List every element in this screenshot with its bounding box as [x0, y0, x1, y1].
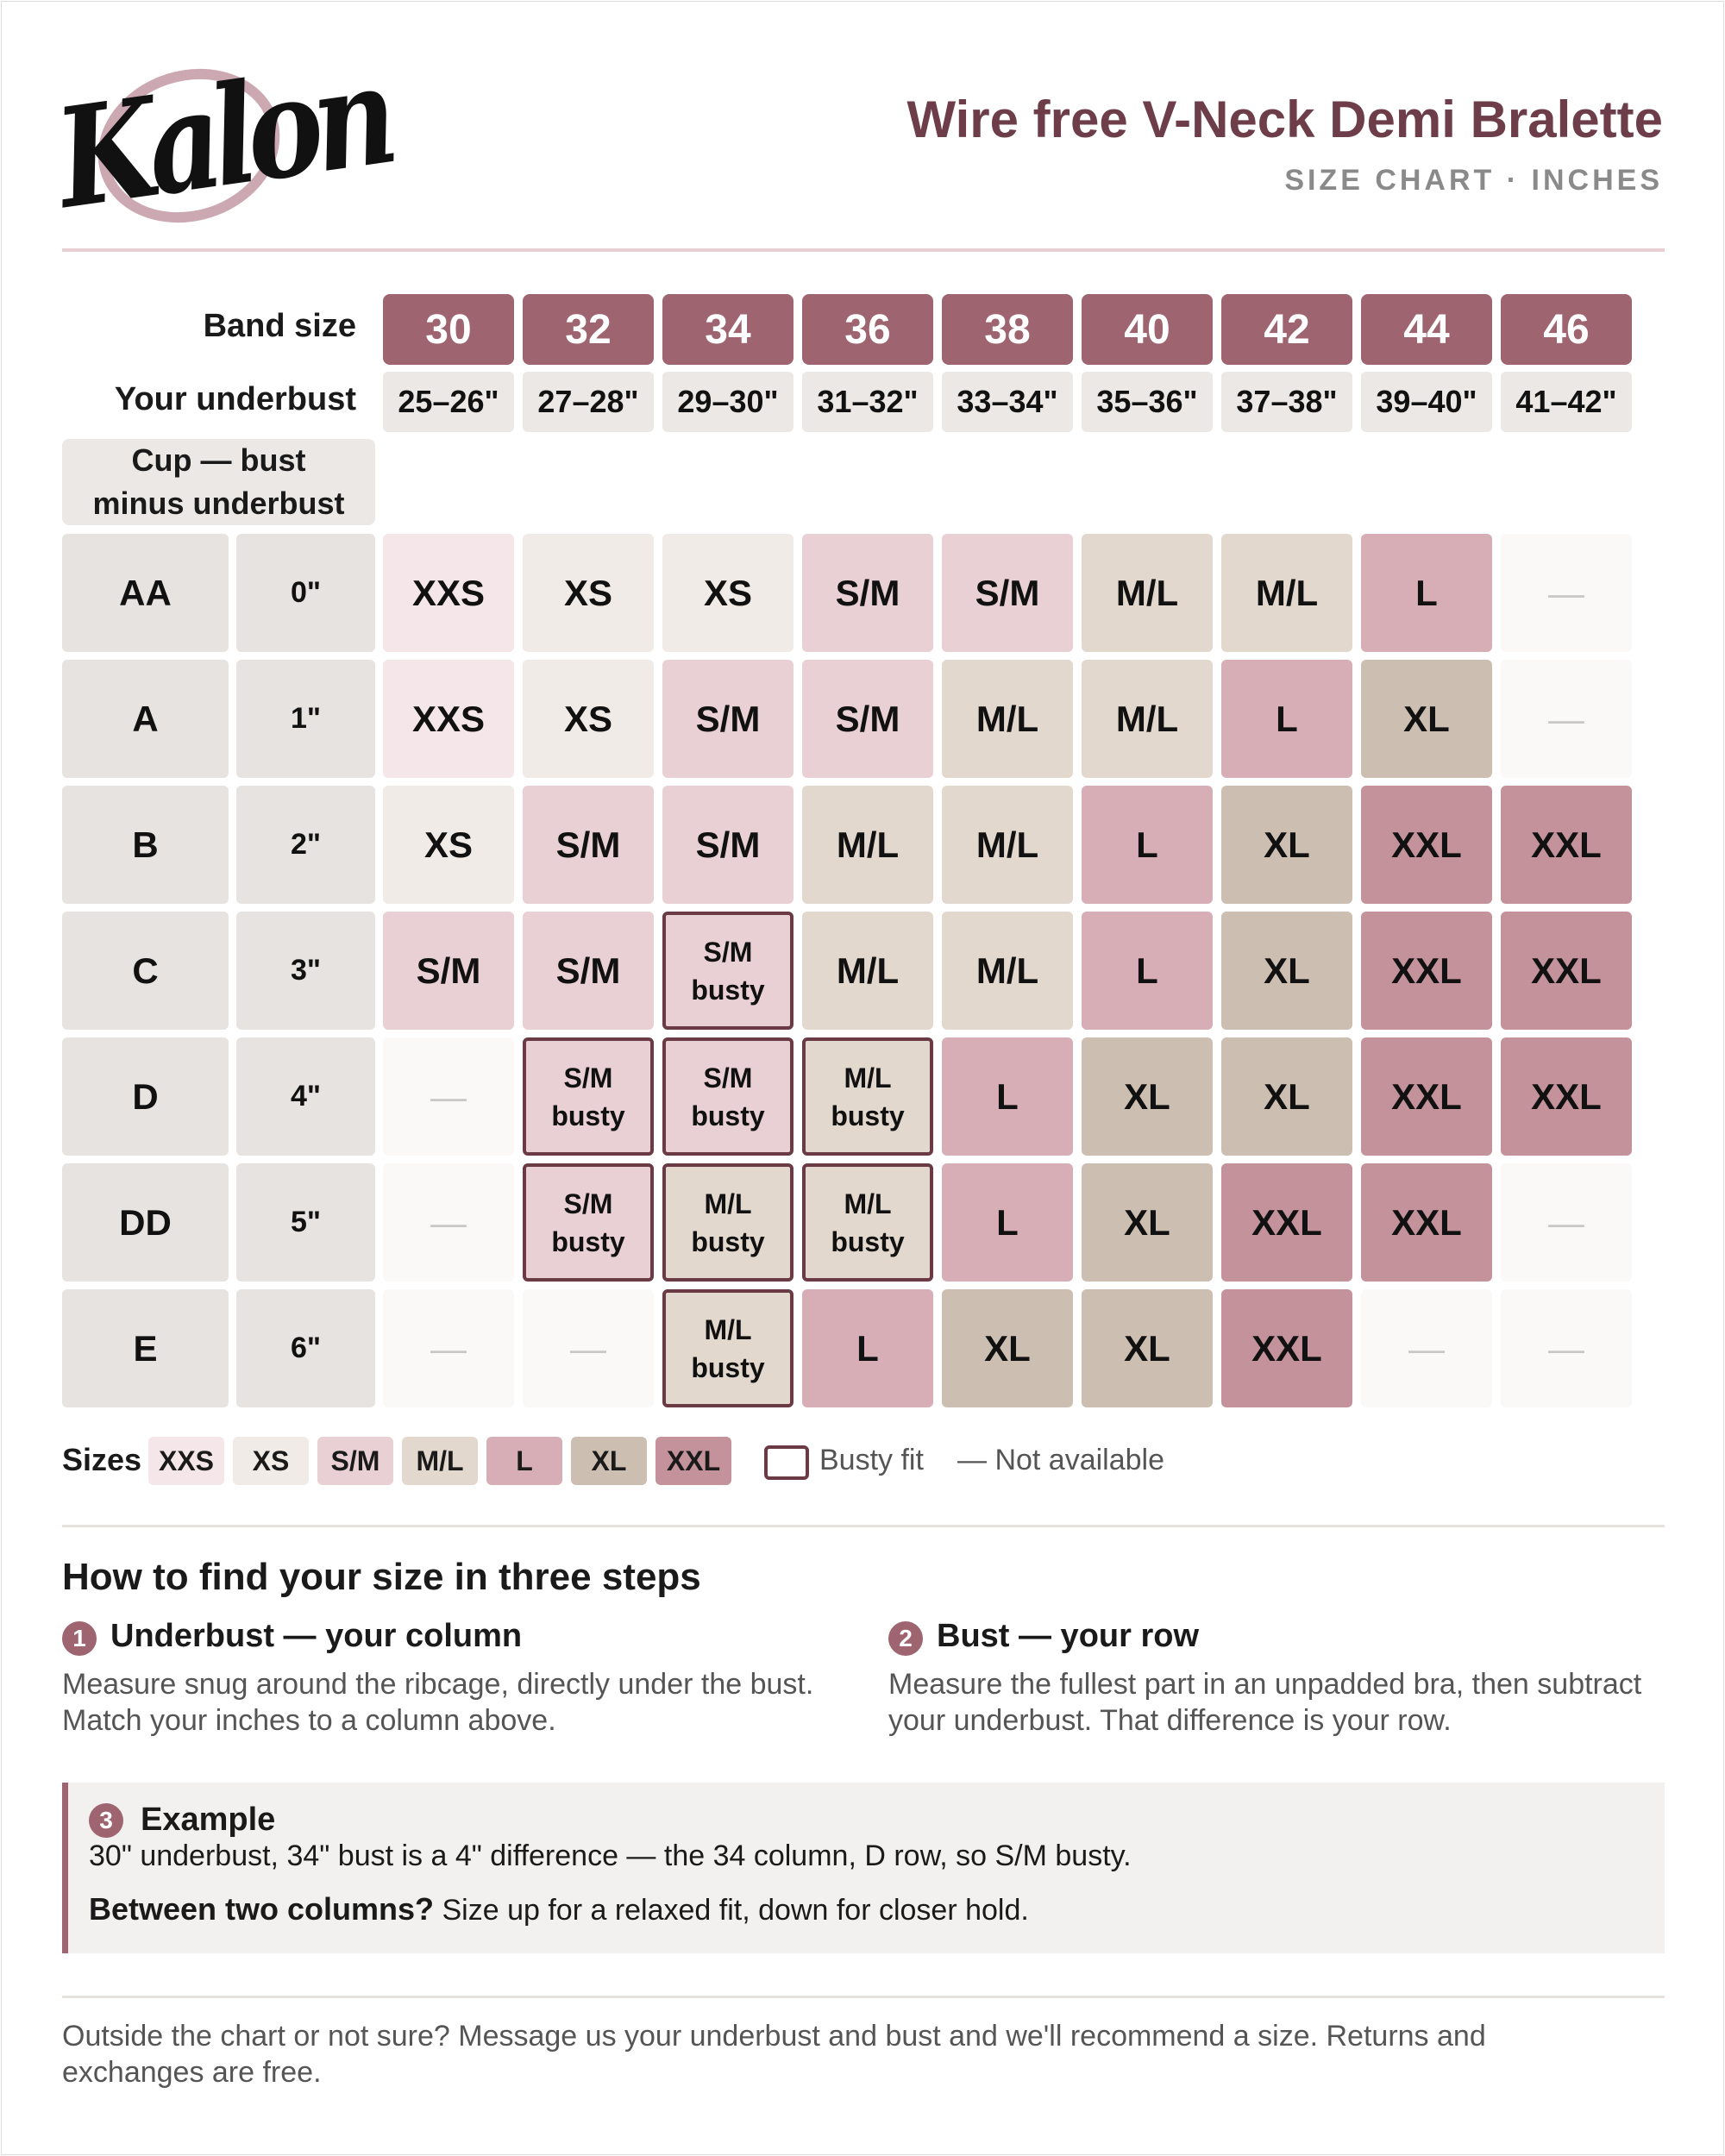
size-cell: XXL — [1361, 1163, 1492, 1282]
size-cell: XXL — [1221, 1163, 1352, 1282]
size-cell-busty — [662, 912, 794, 1030]
size-cell: M/L — [942, 660, 1073, 778]
band-size-36: 36 — [802, 294, 933, 365]
size-cell: XXL — [1221, 1289, 1352, 1407]
cup-label: B — [62, 786, 229, 904]
size-cell: L — [1221, 660, 1352, 778]
size-cell: M/L — [942, 786, 1073, 904]
cup-header-line2: minus underbust — [92, 486, 345, 521]
size-cell: L — [942, 1037, 1073, 1156]
busty-text: busty — [691, 1225, 765, 1257]
size-text: M/L — [704, 1188, 752, 1219]
size-cell: S/M — [383, 912, 514, 1030]
step-1-title: Underbust — your column — [110, 1618, 523, 1654]
size-text: S/M — [563, 1188, 613, 1219]
underbust-range-38: 33–34" — [942, 372, 1073, 432]
size-cell-unavailable: — — [383, 1037, 514, 1156]
step-3-badge: 3 — [89, 1803, 123, 1838]
underbust-range-30: 25–26" — [383, 372, 514, 432]
size-cell: XS — [523, 534, 654, 652]
size-cell: XXS — [383, 660, 514, 778]
busty-fit-swatch — [764, 1445, 809, 1480]
size-cell: XXL — [1501, 1037, 1632, 1156]
legend-chip: M/L — [402, 1437, 478, 1485]
section-divider — [62, 1525, 1665, 1527]
size-cell-unavailable: — — [383, 1163, 514, 1282]
size-cell: S/M — [523, 912, 654, 1030]
underbust-label: Your underbust — [114, 381, 356, 417]
size-cell-unavailable: — — [1361, 1289, 1492, 1407]
not-available-label: — Not available — [957, 1444, 1165, 1476]
size-cell: XL — [942, 1289, 1073, 1407]
size-text: S/M — [703, 1062, 753, 1094]
legend-chip: S/M — [317, 1437, 393, 1485]
size-cell-busty — [523, 1163, 654, 1282]
header-divider — [62, 248, 1665, 252]
page-subtitle: SIZE CHART · INCHES — [1284, 164, 1663, 197]
band-size-46: 46 — [1501, 294, 1632, 365]
size-cell-busty — [523, 1037, 654, 1156]
size-cell-busty — [802, 1037, 933, 1156]
page-title: Wire free V-Neck Demi Bralette — [906, 91, 1663, 148]
size-cell: M/L — [1082, 660, 1213, 778]
busty-text: busty — [551, 1225, 625, 1257]
busty-text: busty — [691, 1351, 765, 1383]
example-box — [62, 1783, 1665, 1953]
step-1-badge: 1 — [62, 1621, 97, 1656]
size-cell-unavailable: — — [1501, 534, 1632, 652]
size-cell-busty — [662, 1163, 794, 1282]
cup-label: E — [62, 1289, 229, 1407]
cup-label: DD — [62, 1163, 229, 1282]
example-text: 30" underbust, 34" bust is a 4" difference — the 34 column, D row, so S/M busty. — [89, 1839, 1132, 1872]
size-cell-unavailable: — — [1501, 660, 1632, 778]
busty-fit-label: Busty fit — [819, 1444, 924, 1476]
size-cell: XS — [383, 786, 514, 904]
band-size-label: Band size — [203, 308, 356, 344]
size-cell-unavailable: — — [523, 1289, 654, 1407]
size-text: S/M — [563, 1062, 613, 1094]
size-cell: XS — [662, 534, 794, 652]
footer-divider — [62, 1996, 1665, 1998]
fit-tip — [89, 1891, 1029, 1927]
size-cell: XL — [1221, 1037, 1352, 1156]
size-cell-busty — [662, 1037, 794, 1156]
step-1-text: Measure snug around the ribcage, directly under the bust. Match your inches to a column above. — [62, 1668, 814, 1737]
cup-difference: 0" — [236, 534, 375, 652]
size-text: S/M — [703, 936, 753, 968]
size-cell: XXL — [1361, 912, 1492, 1030]
fit-tip-text: Size up for a relaxed fit, down for closer hold. — [434, 1894, 1029, 1927]
band-size-42: 42 — [1221, 294, 1352, 365]
underbust-range-46: 41–42" — [1501, 372, 1632, 432]
brand-logo — [47, 34, 398, 241]
size-cell: S/M — [662, 660, 794, 778]
size-cell: XL — [1082, 1289, 1213, 1407]
band-size-40: 40 — [1082, 294, 1213, 365]
size-cell: XL — [1361, 660, 1492, 778]
size-cell: XXL — [1501, 912, 1632, 1030]
step-2-text: Measure the fullest part in an unpadded bra, then subtract your underbust. That difference is your row. — [888, 1668, 1642, 1737]
busty-text: busty — [831, 1225, 905, 1257]
size-cell: XL — [1082, 1163, 1213, 1282]
size-cell: S/M — [662, 786, 794, 904]
busty-text: busty — [691, 1100, 765, 1131]
size-cell-busty — [662, 1289, 794, 1407]
cup-label: A — [62, 660, 229, 778]
cup-difference: 2" — [236, 786, 375, 904]
size-cell: XL — [1221, 912, 1352, 1030]
size-cell: L — [1082, 786, 1213, 904]
size-cell: XXL — [1361, 1037, 1492, 1156]
size-cell: S/M — [802, 660, 933, 778]
size-cell: S/M — [523, 786, 654, 904]
size-cell: M/L — [802, 786, 933, 904]
size-text: M/L — [844, 1188, 892, 1219]
legend-chip: L — [486, 1437, 562, 1485]
size-cell: M/L — [1082, 534, 1213, 652]
size-text: M/L — [704, 1313, 752, 1345]
busty-text: busty — [551, 1100, 625, 1131]
cup-difference: 1" — [236, 660, 375, 778]
band-size-44: 44 — [1361, 294, 1492, 365]
size-cell: L — [802, 1289, 933, 1407]
size-cell: XL — [1082, 1037, 1213, 1156]
footer-note: Outside the chart or not sure? Message us your underbust and bust and we'll recommend a size. Returns and exchanges are free. — [62, 2020, 1486, 2089]
steps-title: How to find your size in three steps — [62, 1556, 701, 1598]
cup-label: C — [62, 912, 229, 1030]
size-cell: XS — [523, 660, 654, 778]
size-text: M/L — [844, 1062, 892, 1094]
legend-label: Sizes — [62, 1442, 142, 1477]
legend-chip: XL — [571, 1437, 647, 1485]
size-cell: M/L — [802, 912, 933, 1030]
legend-chip: XS — [233, 1437, 309, 1485]
size-cell-unavailable: — — [383, 1289, 514, 1407]
cup-difference: 4" — [236, 1037, 375, 1156]
size-cell: XXL — [1361, 786, 1492, 904]
size-cell: XL — [1221, 786, 1352, 904]
band-size-38: 38 — [942, 294, 1073, 365]
logo-text: Kalon — [47, 34, 398, 241]
size-cell: M/L — [942, 912, 1073, 1030]
size-cell: S/M — [942, 534, 1073, 652]
cup-difference: 5" — [236, 1163, 375, 1282]
size-cell-unavailable: — — [1501, 1289, 1632, 1407]
band-size-34: 34 — [662, 294, 794, 365]
underbust-range-44: 39–40" — [1361, 372, 1492, 432]
band-size-32: 32 — [523, 294, 654, 365]
size-cell: XXL — [1501, 786, 1632, 904]
busty-text: busty — [831, 1100, 905, 1131]
size-cell: L — [1361, 534, 1492, 652]
step-2-title: Bust — your row — [937, 1618, 1200, 1654]
step-2-badge: 2 — [888, 1621, 923, 1656]
underbust-range-32: 27–28" — [523, 372, 654, 432]
size-cell: L — [1082, 912, 1213, 1030]
underbust-range-42: 37–38" — [1221, 372, 1352, 432]
cup-difference: 3" — [236, 912, 375, 1030]
legend-chip: XXS — [148, 1437, 224, 1485]
busty-text: busty — [691, 974, 765, 1006]
example-title: Example — [141, 1802, 276, 1838]
size-cell: XXS — [383, 534, 514, 652]
cup-label: D — [62, 1037, 229, 1156]
size-cell: S/M — [802, 534, 933, 652]
cup-difference: 6" — [236, 1289, 375, 1407]
fit-tip-bold: Between two columns? — [89, 1891, 435, 1927]
band-size-30: 30 — [383, 294, 514, 365]
cup-column-header — [62, 439, 375, 525]
underbust-range-40: 35–36" — [1082, 372, 1213, 432]
legend-chip: XXL — [656, 1437, 731, 1485]
underbust-range-36: 31–32" — [802, 372, 933, 432]
size-cell-busty — [802, 1163, 933, 1282]
cup-label: AA — [62, 534, 229, 652]
size-cell: M/L — [1221, 534, 1352, 652]
size-cell-unavailable: — — [1501, 1163, 1632, 1282]
size-cell: L — [942, 1163, 1073, 1282]
underbust-range-34: 29–30" — [662, 372, 794, 432]
cup-header-line1: Cup — bust — [131, 442, 306, 478]
legend — [62, 1437, 1528, 1487]
